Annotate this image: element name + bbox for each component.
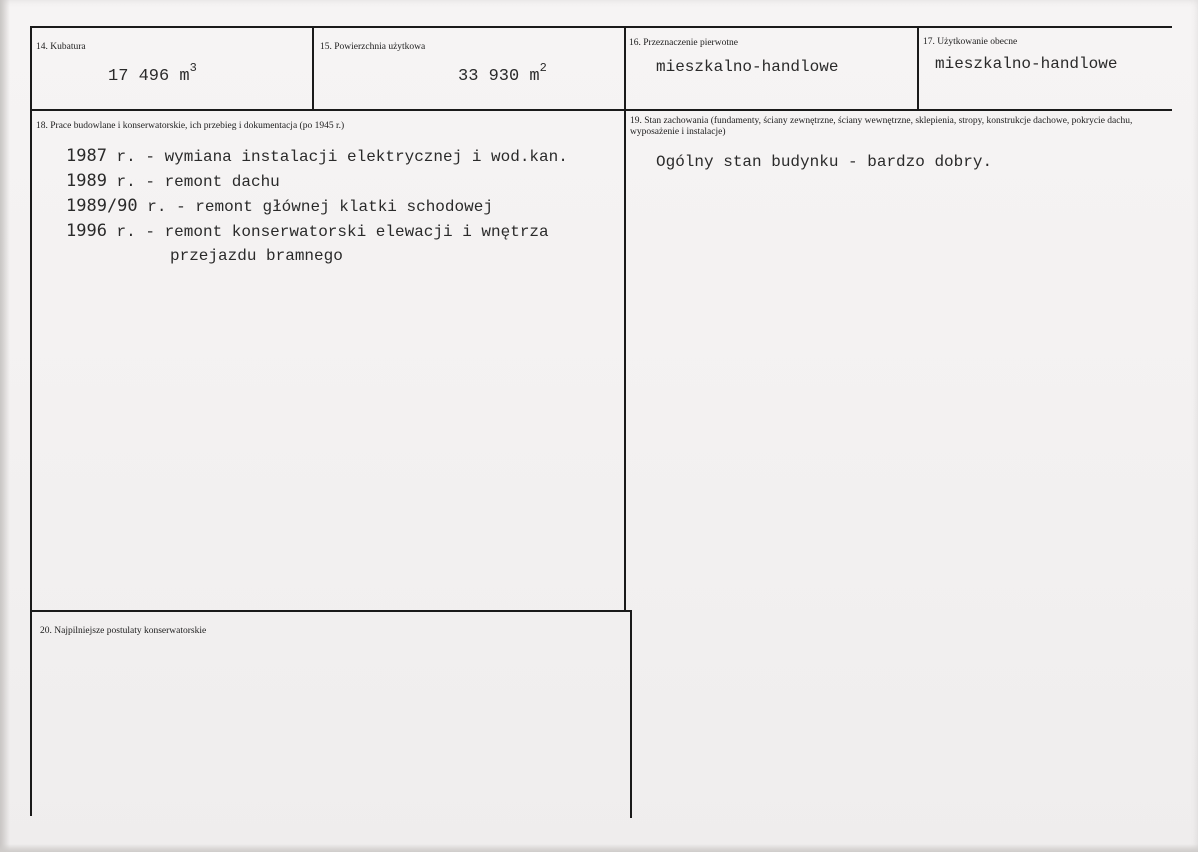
uzytkowanie-value: mieszkalno-handlowe: [935, 55, 1118, 73]
przeznaczenie-label: 16. Przeznaczenie pierwotne: [629, 38, 738, 48]
stan-label: 19. Stan zachowania (fundamenty, ściany zewnętrzne, ściany wewnętrzne, sklepienia, stropy, konstrukcje dachowe, pokrycie dachu, wyposażenie i instalacje): [630, 116, 1133, 137]
scan-edge: [0, 0, 10, 852]
kubatura-exponent: 3: [189, 61, 197, 75]
kubatura-value: [108, 56, 197, 89]
uzytkowanie-label: 17. Użytkowanie obecne: [923, 37, 1018, 47]
postulaty-label: 20. Najpilniejsze postulaty konserwatorskie: [40, 626, 207, 636]
left-border-line: [30, 26, 32, 816]
scan-edge-bottom: [0, 844, 1198, 852]
kubatura-label: 14. Kubatura: [36, 42, 86, 52]
prace-continuation: przejazdu bramnego: [170, 247, 343, 265]
powierzchnia-exponent: 2: [539, 61, 547, 75]
powierzchnia-value: [458, 56, 547, 89]
powierzchnia-number: 33 930 m: [458, 67, 540, 86]
prace-entry-text: r. - remont głównej klatki schodowej: [137, 198, 493, 216]
kubatura-number: 17 496 m: [108, 67, 190, 86]
prace-label: 18. Prace budowlane i konserwatorskie, ich przebieg i dokumentacja (po 1945 r.): [36, 121, 345, 131]
stan-value: Ogólny stan budynku - bardzo dobry.: [656, 153, 993, 171]
powierzchnia-label: 15. Powierzchnia użytkowa: [320, 42, 426, 52]
prace-entry-year: 1996: [66, 221, 107, 241]
col-divider-1: [312, 26, 314, 110]
przeznaczenie-value: mieszkalno-handlowe: [656, 58, 839, 76]
postulaty-divider-line: [30, 610, 630, 612]
prace-entry-text: r. - remont konserwatorski elewacji i wnętrza: [106, 223, 549, 241]
top-border-line: [30, 26, 1172, 28]
row-divider-line: [30, 109, 1172, 111]
prace-entry-year: 1989: [66, 171, 107, 191]
prace-entry-text: r. - remont dachu: [106, 173, 280, 191]
prace-entry-year: 1987: [66, 146, 107, 166]
col-divider-center: [624, 26, 626, 611]
prace-entry: [66, 169, 280, 194]
prace-entry-text: r. - wymiana instalacji elektrycznej i wod.kan.: [106, 148, 568, 166]
col-divider-3: [917, 26, 919, 110]
prace-entry: [66, 219, 549, 244]
prace-entry: [66, 194, 493, 219]
prace-entry: [66, 144, 568, 169]
prace-entry-year: 1989/90: [66, 196, 138, 216]
col-divider-center-lower: [630, 610, 632, 818]
